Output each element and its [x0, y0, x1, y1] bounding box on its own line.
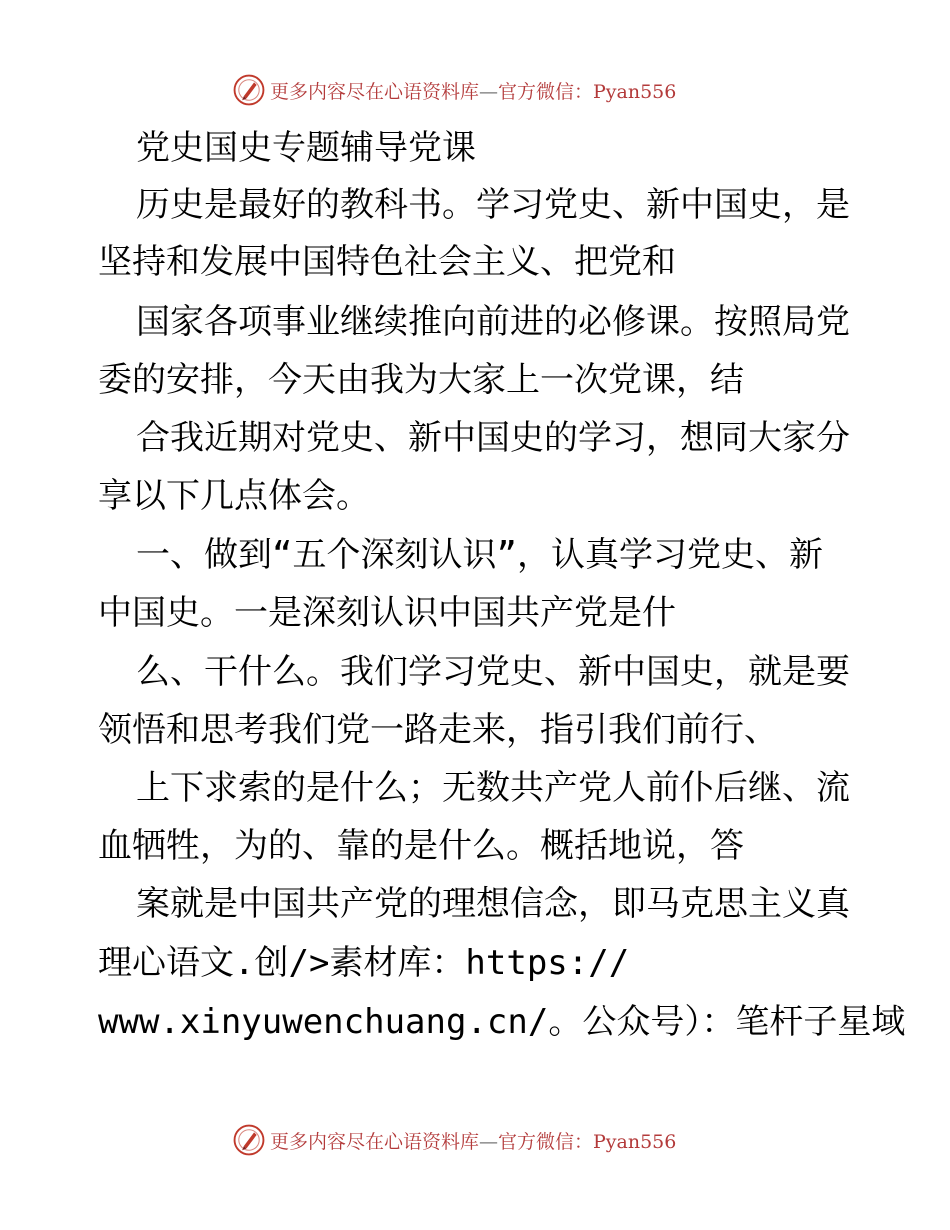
header-banner-main: 更多内容尽在心语资料库 [270, 80, 480, 103]
footer-banner [232, 1120, 676, 1160]
header-banner-text [270, 77, 676, 104]
pen-nib-logo-icon [232, 1123, 266, 1157]
paragraph-line: 国家各项事业继续推向前进的必修课。按照局党 [136, 302, 850, 342]
paragraph-line: 合我近期对党史、新中国史的学习，想同大家分 [136, 418, 850, 458]
pen-nib-logo-icon [232, 73, 266, 107]
paragraph-line: 委的安排，今天由我为大家上一次党课，结 [98, 360, 744, 400]
paragraph-line: 中国史。一是深刻认识中国共产党是什 [98, 593, 676, 633]
paragraph-line: 领悟和思考我们党一路走来，指引我们前行、 [98, 710, 778, 750]
paragraph-line: 案就是中国共产党的理想信念，即马克思主义真 [136, 884, 850, 924]
footer-banner-wechat: 官方微信：Pyan556 [498, 1130, 677, 1153]
paragraph-line: 么、干什么。我们学习党史、新中国史，就是要 [136, 652, 850, 692]
footer-banner-separator: — [479, 1130, 499, 1153]
paragraph-line: www.xinyuwenchuang.cn/。公众号）：笔杆子星域 [98, 1002, 906, 1042]
doc-title: 党史国史专题辅导党课 [136, 128, 476, 168]
header-banner [232, 70, 676, 110]
footer-banner-main: 更多内容尽在心语资料库 [270, 1130, 480, 1153]
paragraph-line: 上下求索的是什么；无数共产党人前仆后继、流 [136, 768, 850, 808]
paragraph-line: 享以下几点体会。 [98, 476, 370, 516]
paragraph-line: 历史是最好的教科书。学习党史、新中国史，是 [136, 185, 850, 225]
paragraph-line: 一、做到“五个深刻认识”，认真学习党史、新 [136, 535, 823, 575]
footer-banner-text [270, 1127, 676, 1154]
paragraph-line: 理心语文.创/>素材库：https:// [98, 943, 630, 983]
paragraph-line: 坚持和发展中国特色社会主义、把党和 [98, 242, 676, 282]
header-banner-separator: — [479, 80, 499, 103]
header-banner-wechat: 官方微信：Pyan556 [498, 80, 677, 103]
paragraph-line: 血牺牲，为的、靠的是什么。概括地说，答 [98, 826, 744, 866]
